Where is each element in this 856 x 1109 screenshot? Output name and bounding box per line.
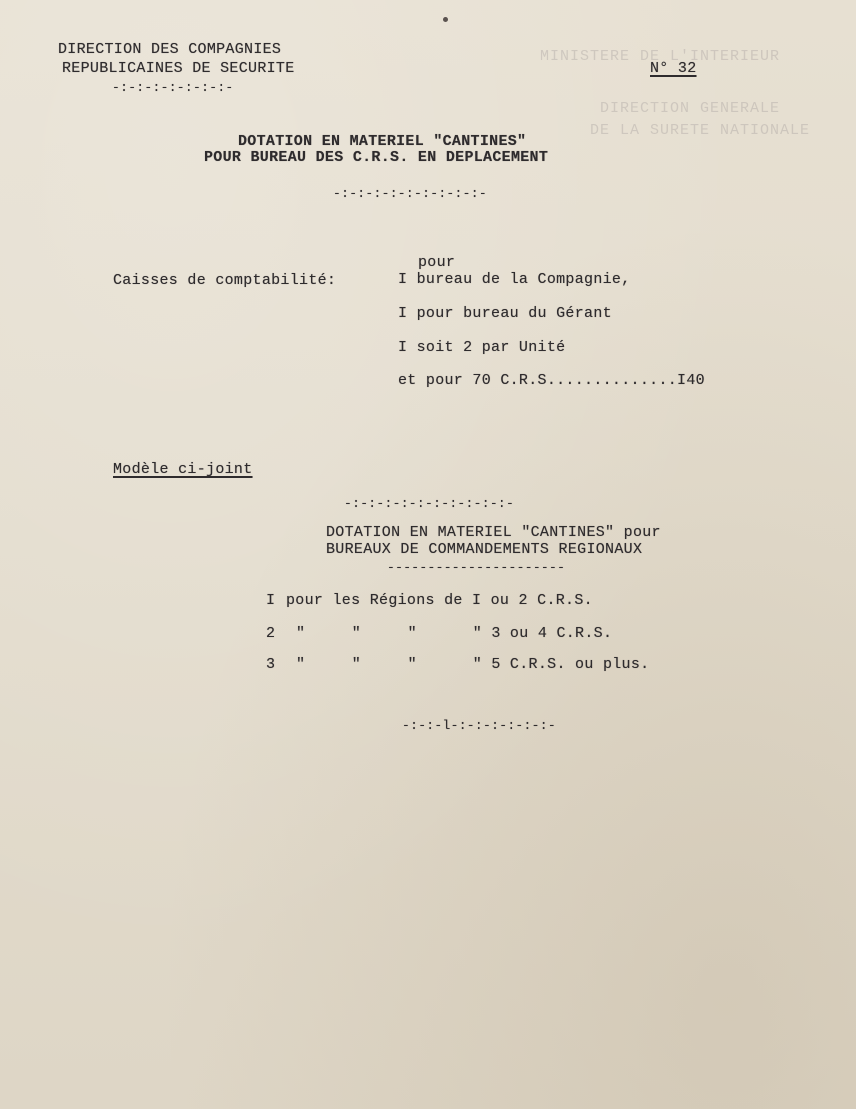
org-name-line2: REPUBLICAINES DE SECURITE <box>62 60 295 77</box>
section2-title-line2: BUREAUX DE COMMANDEMENTS REGIONAUX <box>326 541 643 558</box>
section2-separator-bottom: -:-:-l-:-:-:-:-:-:- <box>402 718 556 733</box>
section2-row-3-text: " " " " 5 C.R.S. ou plus. <box>296 656 650 673</box>
section2-row-3-qty: 3 <box>266 656 276 673</box>
section1-title-line1: DOTATION EN MATERIEL "CANTINES" <box>238 133 527 150</box>
section2-title-line1: DOTATION EN MATERIEL "CANTINES" pour <box>326 524 661 541</box>
section1-separator: -:-:-:-:-:-:-:-:-:- <box>333 186 487 201</box>
section2-row-2-qty: 2 <box>266 625 276 642</box>
section1-line-1: I bureau de la Compagnie, <box>398 271 631 288</box>
model-note: Modèle ci-joint <box>113 461 253 478</box>
section1-line-4: et pour 70 C.R.S..............I40 <box>398 372 705 389</box>
punch-mark <box>443 17 448 22</box>
section1-line-3: I soit 2 par Unité <box>398 339 566 356</box>
section2-title-underline: ---------------------- <box>387 560 566 575</box>
bleed-through-line3: DE LA SURETE NATIONALE <box>590 122 811 139</box>
section1-note-above: pour <box>418 254 456 271</box>
bleed-through-line1: MINISTERE DE L'INTERIEUR <box>540 48 781 65</box>
document-number: N° 32 <box>650 60 697 77</box>
section2-row-1-qty: I <box>266 592 276 609</box>
org-name-line1: DIRECTION DES COMPAGNIES <box>58 41 282 58</box>
section2-separator-top: -:-:-:-:-:-:-:-:-:-:- <box>344 496 515 511</box>
section2-row-2-text: " " " " 3 ou 4 C.R.S. <box>296 625 613 642</box>
section1-title-line2: POUR BUREAU DES C.R.S. EN DEPLACEMENT <box>204 149 549 166</box>
org-separator: -:-:-:-:-:-:-:- <box>112 80 234 95</box>
bleed-through-line2: DIRECTION GENERALE <box>600 100 781 117</box>
section2-row-1-text: pour les Régions de I ou 2 C.R.S. <box>286 592 593 609</box>
section1-label: Caisses de comptabilité: <box>113 272 337 289</box>
section1-line-2: I pour bureau du Gérant <box>398 305 612 322</box>
